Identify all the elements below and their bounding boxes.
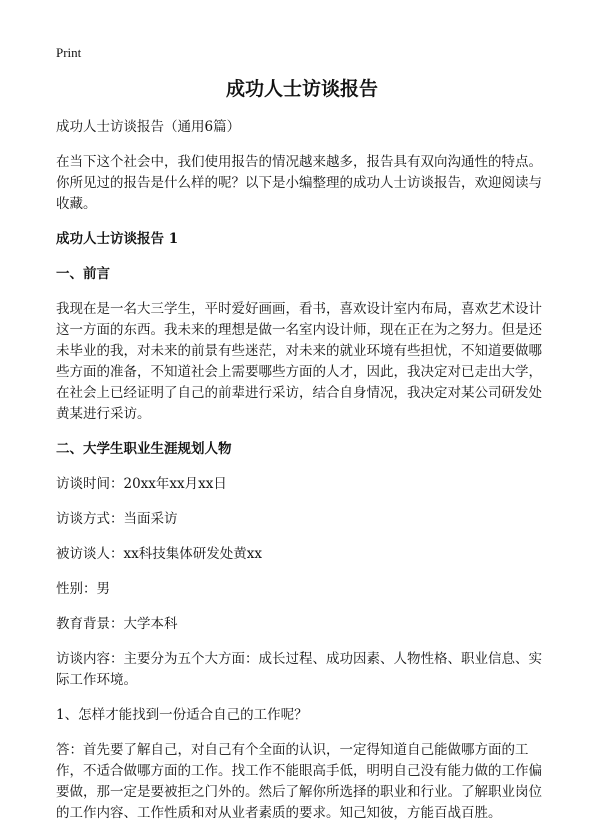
answer-1: 答：首先要了解自己，对自己有个全面的认识，一定得知道自己能做哪方面的工作，不适合做哪方面的工作。找工作不能眼高手低，明明自己没有能力做的工作偏要做，那一定是要被拒之门外的。然后了解你所选择的职业和行业。了解职业岗位的工作内容、工作性质和对从业者素质的要求。知己知彼，方能百战百胜。 — [56, 742, 542, 821]
field-gender: 性别：男 — [56, 581, 110, 597]
print-label: Print — [56, 45, 82, 60]
field-interview-content: 访谈内容：主要分为五个大方面：成长过程、成功因素、人物性格、职业信息、实际工作环境。 — [56, 651, 542, 688]
field-education: 教育背景：大学本科 — [56, 616, 178, 632]
intro-paragraph: 在当下这个社会中，我们使用报告的情况越来越多，报告具有双向沟通性的特点。你所见过的报告是什么样的呢？以下是小编整理的成功人士访谈报告，欢迎阅读与收藏。 — [56, 154, 542, 212]
section-heading-career-planning: 二、大学生职业生涯规划人物 — [56, 441, 232, 457]
section-heading-preface: 一、前言 — [56, 266, 110, 282]
preface-paragraph: 我现在是一名大三学生，平时爱好画画，看书，喜欢设计室内布局，喜欢艺术设计这一方面的东西。我未来的理想是做一名室内设计师，现在正在为之努力。但是还未毕业的我，对未来的前景有些迷茫，对未来的就业环境有些担忧，不知道要做哪些方面的准备，不知道社会上需要哪些方面的人才，因此，我决定对已走出大学，在社会上已经证明了自己的前辈进行采访，结合自身情况，我决定对某公司研发处黄某进行采访。 — [56, 301, 542, 422]
report-heading: 成功人士访谈报告 1 — [56, 231, 179, 247]
field-interview-time: 访谈时间：20xx年xx月xx日 — [56, 476, 227, 492]
field-interview-method: 访谈方式：当面采访 — [56, 511, 178, 527]
question-1: 1、怎样才能找到一份适合自己的工作呢？ — [56, 707, 308, 723]
document-title: 成功人士访谈报告 — [225, 78, 378, 100]
document-subtitle: 成功人士访谈报告（通用6篇） — [56, 119, 241, 135]
field-interviewee: 被访谈人：xx科技集体研发处黄xx — [56, 546, 262, 562]
